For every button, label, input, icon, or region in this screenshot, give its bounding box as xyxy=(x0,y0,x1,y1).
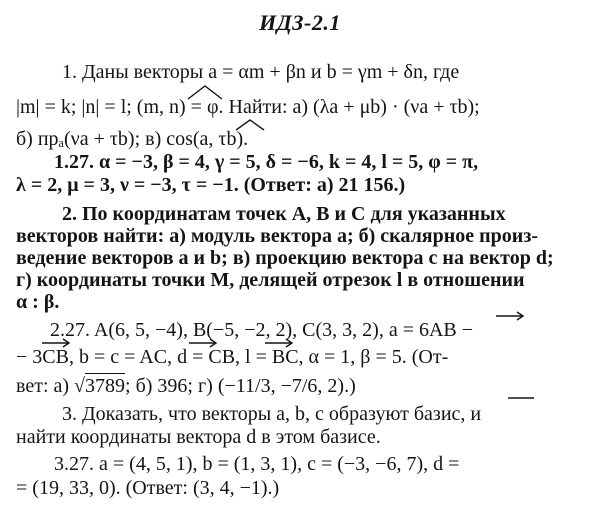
sqrt-radicand: 3789 xyxy=(85,375,126,397)
data2-line1: 2.27. A(6, 5, −4), B(−5, −2, 2), C(3, 3, 2), a = 6AB − xyxy=(50,319,474,341)
data2-line3-suffix: ; б) 396; г) (−11/3, −7/6, 2).) xyxy=(125,375,356,397)
data2-line3-prefix: вет: а) √ xyxy=(16,375,86,397)
task2-line4: г) координаты точки M, делящей отрезок l в отношении xyxy=(16,269,525,291)
task2-line1: 2. По координатам точек A, B и C для указанных xyxy=(62,203,506,225)
task3-line2: найти координаты вектора d в этом базисе. xyxy=(16,426,381,448)
data2-line3 xyxy=(16,374,356,398)
task1-line2: |m| = k; |n| = l; (m, n) = φ. Найти: а) (λa + μb) · (νa + τb); xyxy=(16,96,480,118)
data3-line1: 3.27. a = (4, 5, 1), b = (1, 3, 1), c = (−3, −6, 7), d = xyxy=(54,453,460,475)
data2-line2: − 3CB, b = c = AC, d = CB, l = BC, α = 1, β = 5. (От- xyxy=(16,346,449,368)
task2-line2: векторов найти: а) модуль вектора a; б) скалярное произ- xyxy=(16,225,539,247)
vector-arrow-ab-head xyxy=(517,312,523,320)
data1-line1: 1.27. α = −3, β = 4, γ = 5, δ = −6, k = 4, l = 5, φ = π, xyxy=(54,151,479,173)
task1-line3: б) прₐ(νa + τb); в) cos(a, τb). xyxy=(16,128,249,150)
page-title: ИДЗ-2.1 xyxy=(259,10,341,35)
task3-line1: 3. Доказать, что векторы a, b, c образуют базис, и xyxy=(62,403,482,425)
data1-line2: λ = 2, μ = 3, ν = −3, τ = −1. (Ответ: а) 21 156.) xyxy=(16,174,406,196)
data3-line2: = (19, 33, 0). (Ответ: (3, 4, −1).) xyxy=(16,477,280,499)
task2-line3: ведение векторов a и b; в) проекцию вектора c на вектор d; xyxy=(16,247,554,269)
task2-line5: α : β. xyxy=(16,291,60,313)
task1-line1: 1. Даны векторы a = αm + βn и b = γm + δn, где xyxy=(62,61,460,83)
